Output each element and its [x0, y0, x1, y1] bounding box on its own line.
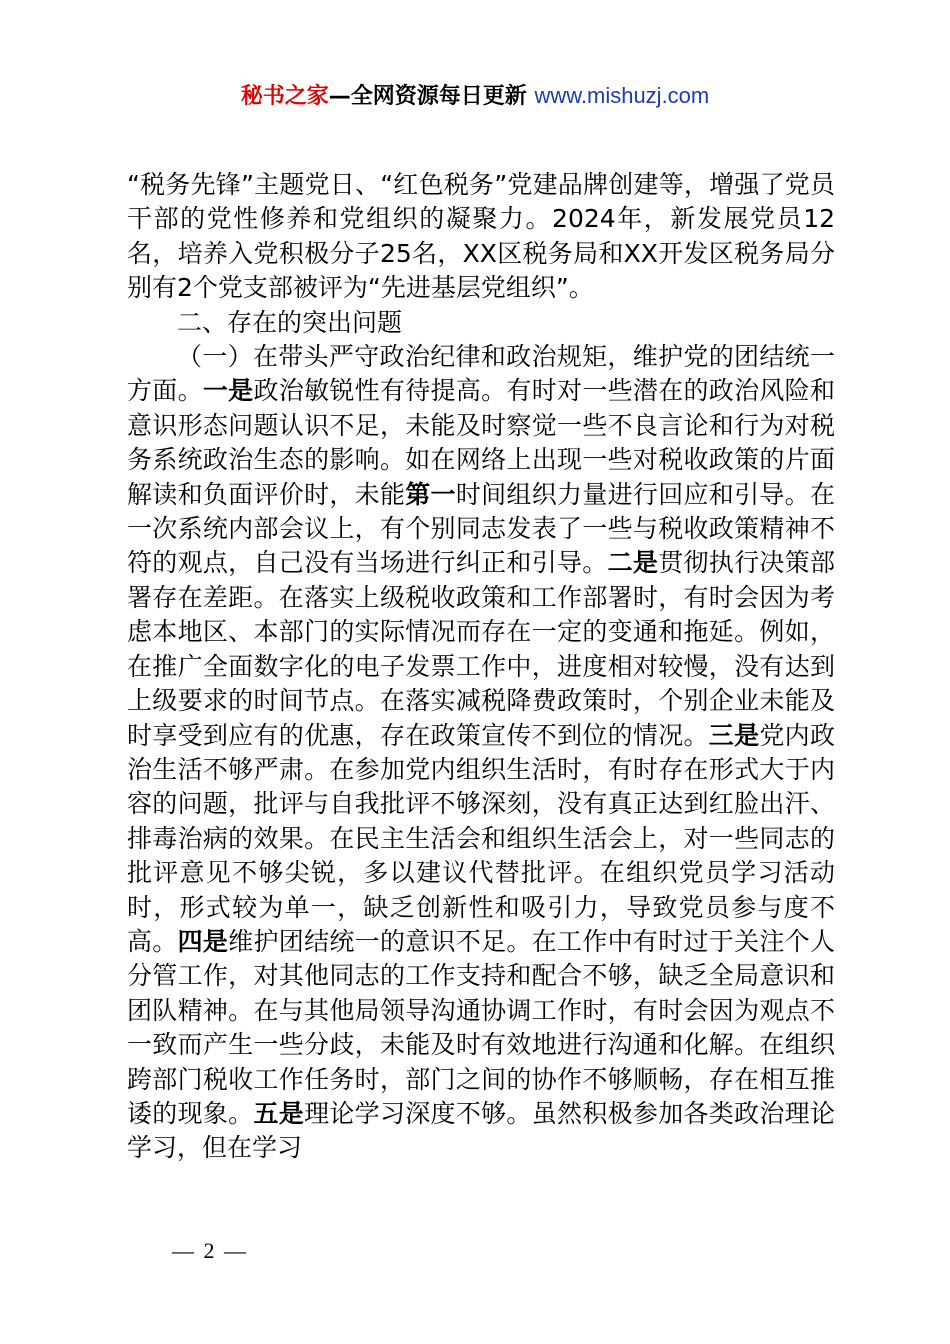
item1-text: 政治敏锐性有待提高。有时对一些潜在的政治风险和意识形态问题认识不足，未能及时察觉一些不良言论和行为对税务系统政治生态的影响。如在网络上出现一些对税收政策的片面解读和负面评价时，未能	[127, 376, 835, 509]
banner-url-link[interactable]: www.mishuzj.com	[534, 83, 710, 108]
document-body	[127, 168, 835, 1166]
subsection-intro: （一）在带头严守政治纪律和政治规矩，维护党的团结统一方面。	[127, 342, 835, 406]
item1-text-after: 时间组织力量进行回应和引导。在一次系统内部会议上，有个别同志发表了一些与税收政策精神不符的观点，自己没有当场进行纠正和引导。	[127, 479, 835, 578]
item4-text: 维护团结统一的意识不足。在工作中有时过于关注个人分管工作，对其他同志的工作支持和配合不够，缺乏全局意识和团队精神。在与其他局领导沟通协调工作时，有时会因为观点不一致而产生一些分歧，未能及时有效地进行沟通和化解。在组织跨部门税收工作任务时，部门之间的协作不够顺畅，存在相互推诿的现象。	[127, 926, 835, 1128]
item5-label: 五是	[253, 1098, 305, 1128]
paragraph-party-building: “税务先锋”主题党日、“红色税务”党建品牌创建等，增强了党员干部的党性修养和党组织的凝聚力。2024年，新发展党员12名，培养入党积极分子25名，XX区税务局和XX开发区税务局分别有2个党支部被评为“先进基层党组织”。	[127, 170, 835, 303]
item1-bold-mid: 第一	[405, 479, 456, 509]
item3-label: 三是	[708, 720, 760, 750]
page-number: — 2 —	[172, 1238, 248, 1263]
item4-label: 四是	[177, 926, 229, 956]
paragraph-problems	[127, 340, 835, 1166]
item3-text: 党内政治生活不够严肃。在参加党内组织生活时，有时存在形式大于内容的问题，批评与自我批评不够深刻，没有真正达到红脸出汗、排毒治病的效果。在民主生活会和组织生活会上，对一些同志的批评意见不够尖锐，多以建议代替批评。在组织党员学习活动时，形式较为单一，缺乏创新性和吸引力，导致党员参与度不高。	[127, 720, 835, 956]
item5-text: 理论学习深度不够。虽然积极参加各类政治理论学习，但在学习	[127, 1098, 835, 1163]
item2-label: 二是	[607, 548, 659, 578]
site-banner	[0, 80, 950, 113]
banner-tagline: —全网资源每日更新	[328, 84, 535, 109]
banner-brand: 秘书之家	[240, 84, 329, 109]
item2-text: 贯彻执行决策部署存在差距。在落实上级税收政策和工作部署时，有时会因为考虑本地区、本部门的实际情况而存在一定的变通和拖延。例如，在推广全面数字化的电子发票工作中，进度相对较慢，没有达到上级要求的时间节点。在落实减税降费政策时，个别企业未能及时享受到应有的优惠，存在政策宣传不到位的情况。	[127, 548, 835, 750]
item1-label: 一是	[202, 376, 254, 406]
section-heading: 二、存在的突出问题	[177, 307, 403, 337]
